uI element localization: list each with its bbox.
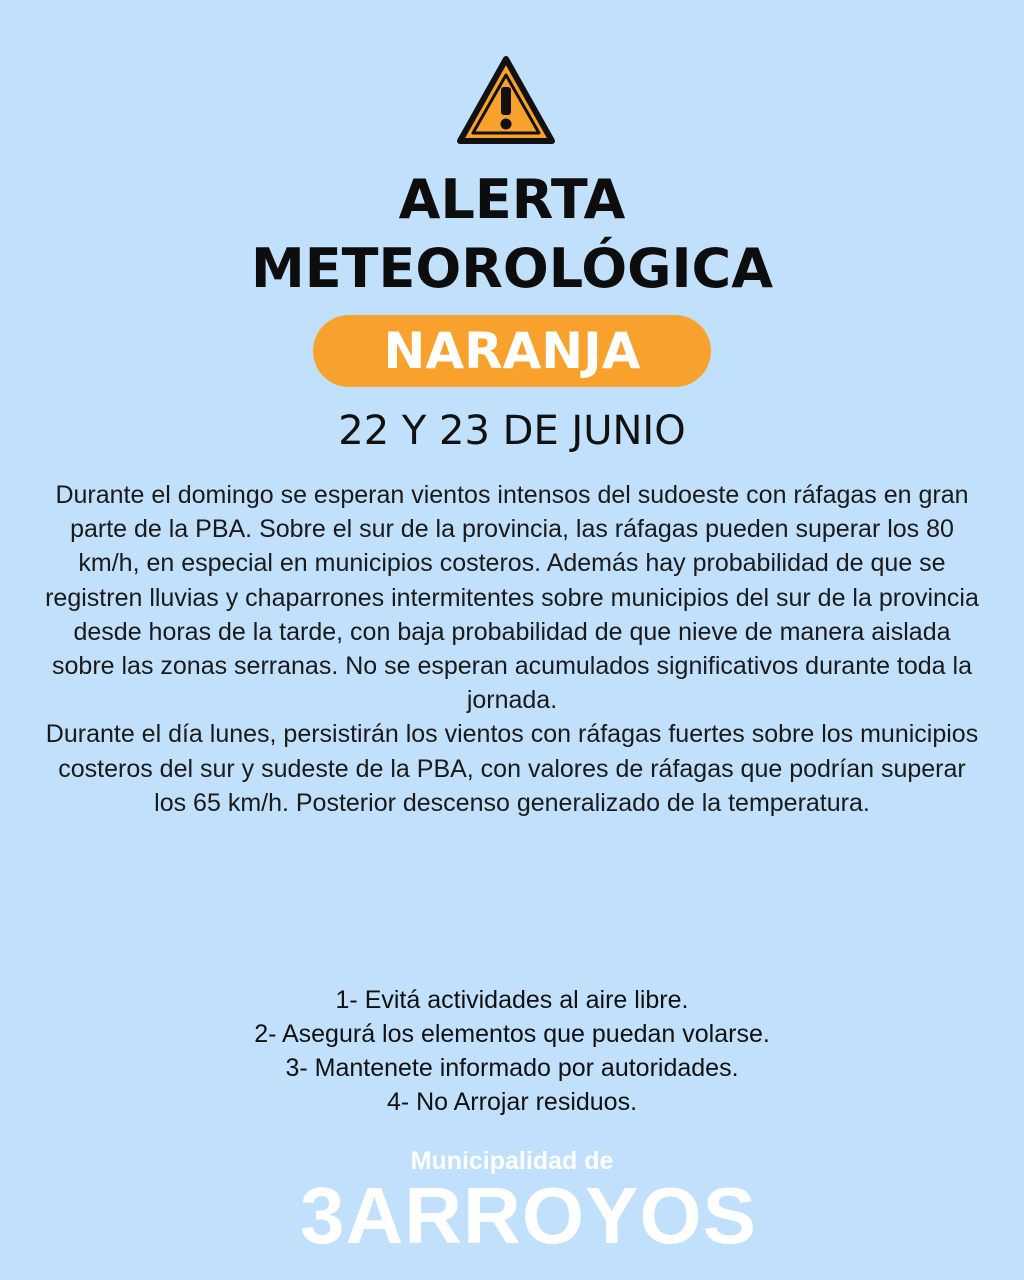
advice-item: 4- No Arrojar residuos. <box>386 1088 638 1116</box>
advice-item: 1- Evitá actividades al aire libre. <box>335 986 689 1014</box>
municipality-logo <box>300 1145 757 1260</box>
logo-top-text: Municipalidad de <box>410 1147 614 1175</box>
advice-item: 2- Asegurá los elementos que puedan volarse. <box>254 1020 770 1048</box>
alert-level-badge: NARANJA <box>313 315 711 387</box>
alert-date: 22 Y 23 DE JUNIO <box>338 408 686 454</box>
warning-triangle-icon <box>455 53 557 147</box>
alert-title-line1: ALERTA <box>398 168 626 231</box>
description-paragraph-monday: Durante el día lunes, persistirán los vientos con ráfagas fuertes sobre los municipios costeros del sur y sudeste de la PBA, con valores de ráfagas que podrían superar los 65 km/h. Posterior descenso generalizado de la temperatura. <box>45 720 979 817</box>
logo-name: 3ARROYOS <box>300 1171 757 1260</box>
advice-list <box>0 983 1024 1119</box>
advice-item: 3- Mantenete informado por autoridades. <box>285 1054 739 1082</box>
alert-title-line2: METEOROLÓGICA <box>251 237 773 300</box>
alert-description <box>40 478 984 820</box>
description-paragraph-sunday: Durante el domingo se esperan vientos intensos del sudoeste con ráfagas en gran parte de la PBA. Sobre el sur de la provincia, las ráfagas pueden superar los 80 km/h, en especial en municipios costeros. Además hay probabilidad de que se registren lluvias y chaparrones intermitentes sobre municipios del sur de la provincia desde horas de la tarde, con baja probabilidad de que nieve de manera aislada sobre las zonas serranas. No se esperan acumulados significativos durante toda la jornada. <box>45 481 979 715</box>
